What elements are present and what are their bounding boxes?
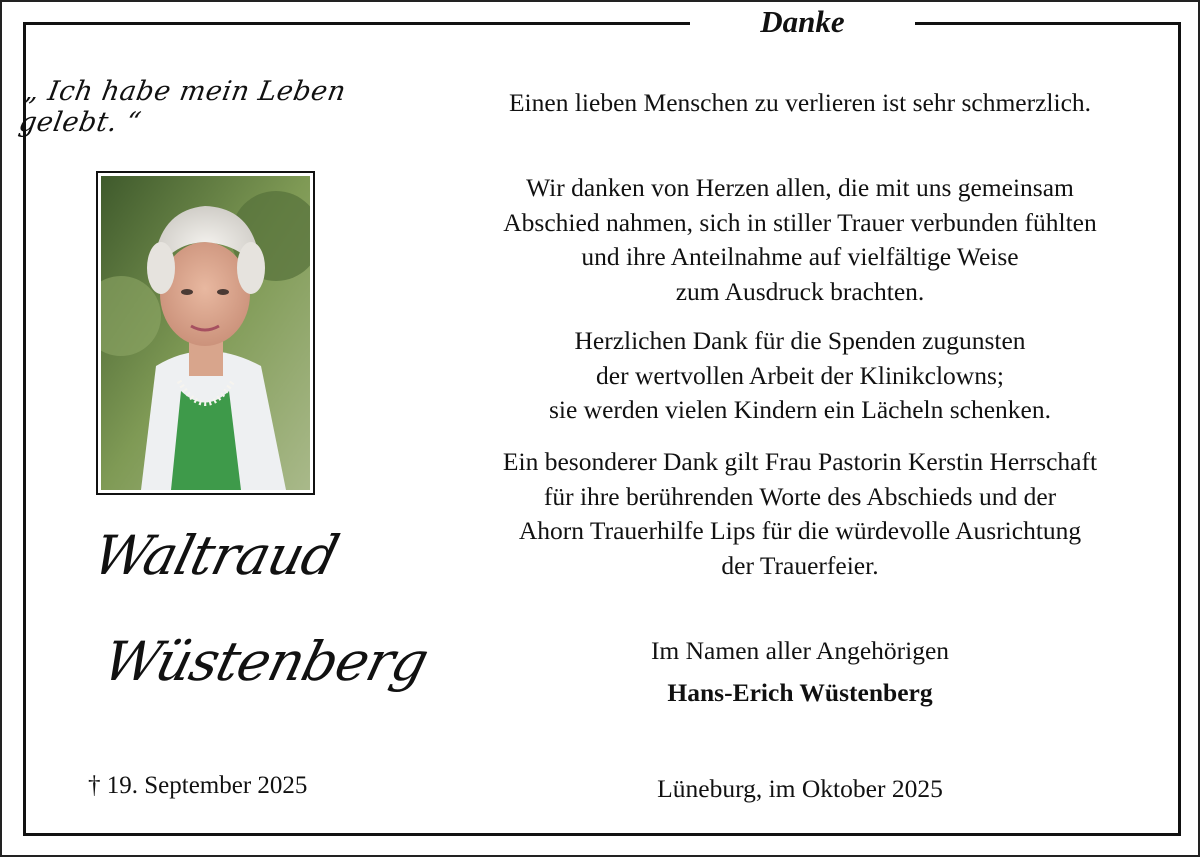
paragraph-line: der wertvollen Arbeit der Klinikclowns; <box>596 360 1004 390</box>
paragraph-line: Ein besonderer Dank gilt Frau Pastorin Kerstin Herrschaft <box>502 447 1098 476</box>
portrait-frame <box>96 171 315 495</box>
notice-title: Danke <box>760 4 845 39</box>
death-date: † 19. September 2025 <box>88 772 308 799</box>
paragraph-line: und ihre Anteilnahme auf vielfältige Weise <box>581 242 1019 271</box>
paragraph-line: zum Ausdruck brachten. <box>675 276 925 306</box>
paragraph-line: Herzlichen Dank für die Spenden zugunsten <box>574 326 1026 355</box>
paragraph-line: sie werden vielen Kindern ein Lächeln schenken. <box>548 395 1051 424</box>
quote: „ Ich habe mein Leben gelebt. “ <box>16 76 349 138</box>
paragraph-line: Wir danken von Herzen allen, die mit uns gemeinsam <box>526 173 1074 202</box>
paragraph-special-thanks <box>420 445 1180 583</box>
paragraph-donations <box>420 324 1180 428</box>
portrait-image <box>101 176 310 490</box>
paragraph-line: Abschied nahmen, sich in stiller Trauer verbunden fühlten <box>503 207 1097 237</box>
signature-intro: Im Namen aller Angehörigen <box>650 636 950 665</box>
deceased-first-name: Waltraud <box>87 524 345 587</box>
portrait-photo <box>101 176 310 490</box>
deceased-last-name: Wüstenberg <box>97 630 435 693</box>
opening-line: Einen lieben Menschen zu verlieren ist sehr schmerzlich. <box>508 88 1092 117</box>
paragraph-line: Ahorn Trauerhilfe Lips für die würdevolle Ausrichtung <box>518 516 1082 545</box>
place-date: Lüneburg, im Oktober 2025 <box>657 774 943 803</box>
paragraph-thanks <box>420 171 1180 309</box>
paragraph-line: der Trauerfeier. <box>721 550 879 580</box>
signature-name: Hans-Erich Wüstenberg <box>667 678 933 707</box>
paragraph-line: für ihre berührenden Worte des Abschieds und der <box>543 481 1057 511</box>
